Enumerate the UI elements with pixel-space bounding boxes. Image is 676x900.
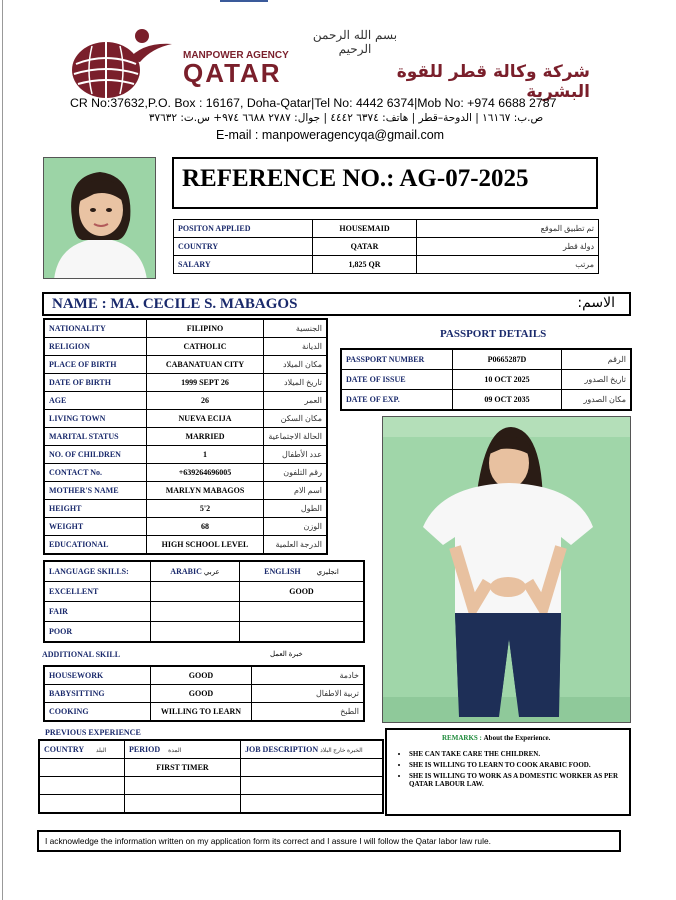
personal-value: +639264696005 — [146, 464, 264, 482]
personal-arabic: الديانة — [264, 338, 327, 356]
reference-number: REFERENCE NO.: AG-07-2025 — [182, 165, 529, 192]
housework-value: GOOD — [151, 666, 252, 685]
babysitting-arabic: تربية الاطفال — [252, 685, 365, 703]
personal-value: CATHOLIC — [146, 338, 264, 356]
salary-arabic: مرتب — [417, 256, 599, 274]
position-table — [173, 219, 599, 274]
col-job: JOB DESCRIPTION — [245, 745, 319, 754]
personal-arabic: مكان السكن — [264, 410, 327, 428]
personal-value: 1 — [146, 446, 264, 464]
fair-english-value — [240, 602, 365, 622]
name-arabic: الاسم: — [577, 295, 615, 311]
additional-skill-title-ar: خبرة العمل — [270, 651, 303, 658]
babysitting-label: BABYSITTING — [44, 685, 151, 703]
personal-label: EDUCATIONAL — [44, 536, 146, 555]
personal-value: MARLYN MABAGOS — [146, 482, 264, 500]
issue-date-arabic: تاريخ الصدور — [562, 370, 632, 390]
personal-label: CONTACT No. — [44, 464, 146, 482]
table-row — [44, 338, 327, 356]
contact-arabic: ص.ب: ١٦١٦٧ | الدوحة–قطر | هاتف: ٦٣٧٤ ٤٤٤٢ | جوال: ٢٧٨٧ ٦٦٨٨ ٩٧٤+ س.ت: ٣٧٦٣٢ — [148, 112, 544, 124]
table-row — [44, 518, 327, 536]
remarks-list — [387, 750, 619, 788]
table-row — [44, 319, 327, 338]
personal-label: RELIGION — [44, 338, 146, 356]
personal-value: NUEVA ECIJA — [146, 410, 264, 428]
country-label: COUNTRY — [174, 238, 313, 256]
country-value: QATAR — [313, 238, 417, 256]
remarks-box — [385, 728, 631, 816]
table-row — [341, 370, 631, 390]
passport-title: PASSPORT DETAILS — [440, 328, 547, 340]
poor-label: POOR — [44, 622, 151, 643]
additional-skills-table — [43, 665, 365, 722]
personal-arabic: الجنسية — [264, 319, 327, 338]
table-row — [44, 685, 364, 703]
applicant-photo-full — [382, 416, 631, 723]
col-period-ar: المدة — [168, 748, 182, 754]
col-job-ar: الخبرة خارج البلاد — [320, 748, 363, 754]
passport-number-label: PASSPORT NUMBER — [341, 349, 453, 370]
personal-value: 26 — [146, 392, 264, 410]
cooking-label: COOKING — [44, 703, 151, 722]
cooking-arabic: الطبخ — [252, 703, 365, 722]
expiry-date-arabic: مكان الصدور — [562, 390, 632, 411]
cooking-value: WILLING TO LEARN — [151, 703, 252, 722]
table-row — [44, 666, 364, 685]
personal-value: 68 — [146, 518, 264, 536]
brand-arabic: شركة وكالة قطر للقوة البشرية — [396, 62, 590, 102]
email: E-mail : manpoweragencyqa@gmail.com — [216, 128, 445, 142]
poor-english-value — [240, 622, 365, 643]
housework-label: HOUSEWORK — [44, 666, 151, 685]
personal-label: PLACE OF BIRTH — [44, 356, 146, 374]
country-arabic: دولة قطر — [417, 238, 599, 256]
table-row — [44, 356, 327, 374]
personal-value: HIGH SCHOOL LEVEL — [146, 536, 264, 555]
table-row — [44, 428, 327, 446]
table-row — [39, 759, 383, 777]
arabic-label-ar: عربي — [203, 568, 220, 576]
table-row — [174, 220, 599, 238]
page-edge-line — [2, 0, 3, 900]
personal-value: 5'2 — [146, 500, 264, 518]
personal-value: CABANATUAN CITY — [146, 356, 264, 374]
personal-label: HEIGHT — [44, 500, 146, 518]
excellent-english-value: GOOD — [240, 582, 365, 602]
list-item: • SHE IS WILLING TO LEARN TO COOK ARABIC FOOD. — [409, 761, 619, 769]
table-row — [44, 500, 327, 518]
expiry-date-label: DATE OF EXP. — [341, 390, 453, 411]
passport-number-value: P0665287D — [453, 349, 562, 370]
passport-table — [340, 348, 632, 411]
table-row — [174, 238, 599, 256]
agency-logo — [68, 22, 180, 100]
personal-label: WEIGHT — [44, 518, 146, 536]
fair-arabic-value — [151, 602, 240, 622]
personal-arabic: اسم الام — [264, 482, 327, 500]
arabic-label: ARABIC — [170, 567, 202, 576]
contact-english: CR No:37632,P.O. Box : 16167, Doha-Qatar|Tel No: 4442 6374|Mob No: +974 6688 2787 — [70, 96, 557, 110]
fair-label: FAIR — [44, 602, 151, 622]
table-row — [44, 410, 327, 428]
personal-label: MOTHER'S NAME — [44, 482, 146, 500]
table-row — [44, 482, 327, 500]
table-row — [39, 740, 383, 759]
table-row — [44, 446, 327, 464]
col-country: COUNTRY — [44, 745, 84, 754]
personal-arabic: الوزن — [264, 518, 327, 536]
personal-label: DATE OF BIRTH — [44, 374, 146, 392]
top-accent-line — [220, 0, 268, 2]
first-timer-value: FIRST TIMER — [125, 759, 241, 777]
table-row — [44, 622, 364, 643]
table-row — [341, 349, 631, 370]
personal-arabic: الحالة الاجتماعية — [264, 428, 327, 446]
list-item: • SHE CAN TAKE CARE THE CHILDREN. — [409, 750, 619, 758]
table-row — [44, 374, 327, 392]
expiry-date-value: 09 OCT 2035 — [453, 390, 562, 411]
remarks-title: REMARKS : — [442, 734, 482, 742]
table-row — [44, 582, 364, 602]
personal-details-table — [43, 318, 328, 555]
language-header: LANGUAGE SKILLS: — [44, 561, 151, 582]
personal-label: AGE — [44, 392, 146, 410]
list-item: • SHE IS WILLING TO WORK AS A DOMESTIC WORKER AS PER QATAR LABOUR LAW. — [409, 772, 619, 788]
personal-arabic: الدرجة العلمية — [264, 536, 327, 555]
experience-table — [38, 739, 384, 814]
personal-value: 1999 SEPT 26 — [146, 374, 264, 392]
applicant-photo-small — [43, 157, 156, 279]
reference-box — [172, 157, 598, 209]
table-row — [44, 561, 364, 582]
table-row — [44, 602, 364, 622]
position-value: HOUSEMAID — [313, 220, 417, 238]
housework-arabic: خادمة — [252, 666, 365, 685]
personal-value: FILIPINO — [146, 319, 264, 338]
position-arabic: تم تطبيق الموقع — [417, 220, 599, 238]
table-row — [174, 256, 599, 274]
personal-arabic: مكان الميلاد — [264, 356, 327, 374]
issue-date-value: 10 OCT 2025 — [453, 370, 562, 390]
babysitting-value: GOOD — [151, 685, 252, 703]
personal-label: LIVING TOWN — [44, 410, 146, 428]
personal-arabic: عدد الأطفال — [264, 446, 327, 464]
personal-arabic: الطول — [264, 500, 327, 518]
name-bar — [42, 292, 631, 316]
col-country-ar: البلد — [95, 748, 107, 754]
passport-number-arabic: الرقم — [562, 349, 632, 370]
personal-arabic: تاريخ الميلاد — [264, 374, 327, 392]
bismillah-calligraphy: بسم الله الرحمن الرحيم — [312, 28, 398, 56]
personal-value: MARRIED — [146, 428, 264, 446]
issue-date-label: DATE OF ISSUE — [341, 370, 453, 390]
previous-experience-title: PREVIOUS EXPERIENCE — [45, 728, 141, 737]
personal-label: MARITAL STATUS — [44, 428, 146, 446]
english-label: ENGLISH — [264, 567, 301, 576]
table-row — [39, 777, 383, 795]
brand-big: QATAR — [183, 58, 282, 88]
table-row — [44, 536, 327, 555]
remarks-subtitle: About the Experience. — [483, 734, 551, 742]
applicant-name: NAME : MA. CECILE S. MABAGOS — [52, 296, 298, 312]
excellent-label: EXCELLENT — [44, 582, 151, 602]
additional-skill-title: ADDITIONAL SKILL — [42, 650, 121, 659]
salary-label: SALARY — [174, 256, 313, 274]
table-row — [44, 392, 327, 410]
table-row — [44, 464, 327, 482]
table-row — [44, 703, 364, 722]
table-row — [39, 795, 383, 814]
personal-arabic: رقم التلفون — [264, 464, 327, 482]
poor-arabic-value — [151, 622, 240, 643]
excellent-arabic-value — [151, 582, 240, 602]
position-label: POSITON APPLIED — [174, 220, 313, 238]
personal-arabic: العمر — [264, 392, 327, 410]
brand-small: MANPOWER AGENCY — [183, 50, 289, 61]
personal-label: NO. OF CHILDREN — [44, 446, 146, 464]
language-skills-table — [43, 560, 365, 643]
acknowledgement-text: I acknowledge the information written on my application form its correct and I assure I will follow the Qatar labor law rule. — [45, 836, 491, 846]
personal-label: NATIONALITY — [44, 319, 146, 338]
salary-value: 1,825 QR — [313, 256, 417, 274]
english-label-ar: انجليزي — [316, 568, 339, 576]
acknowledgement-box — [37, 830, 621, 852]
table-row — [341, 390, 631, 411]
col-period: PERIOD — [129, 745, 161, 754]
